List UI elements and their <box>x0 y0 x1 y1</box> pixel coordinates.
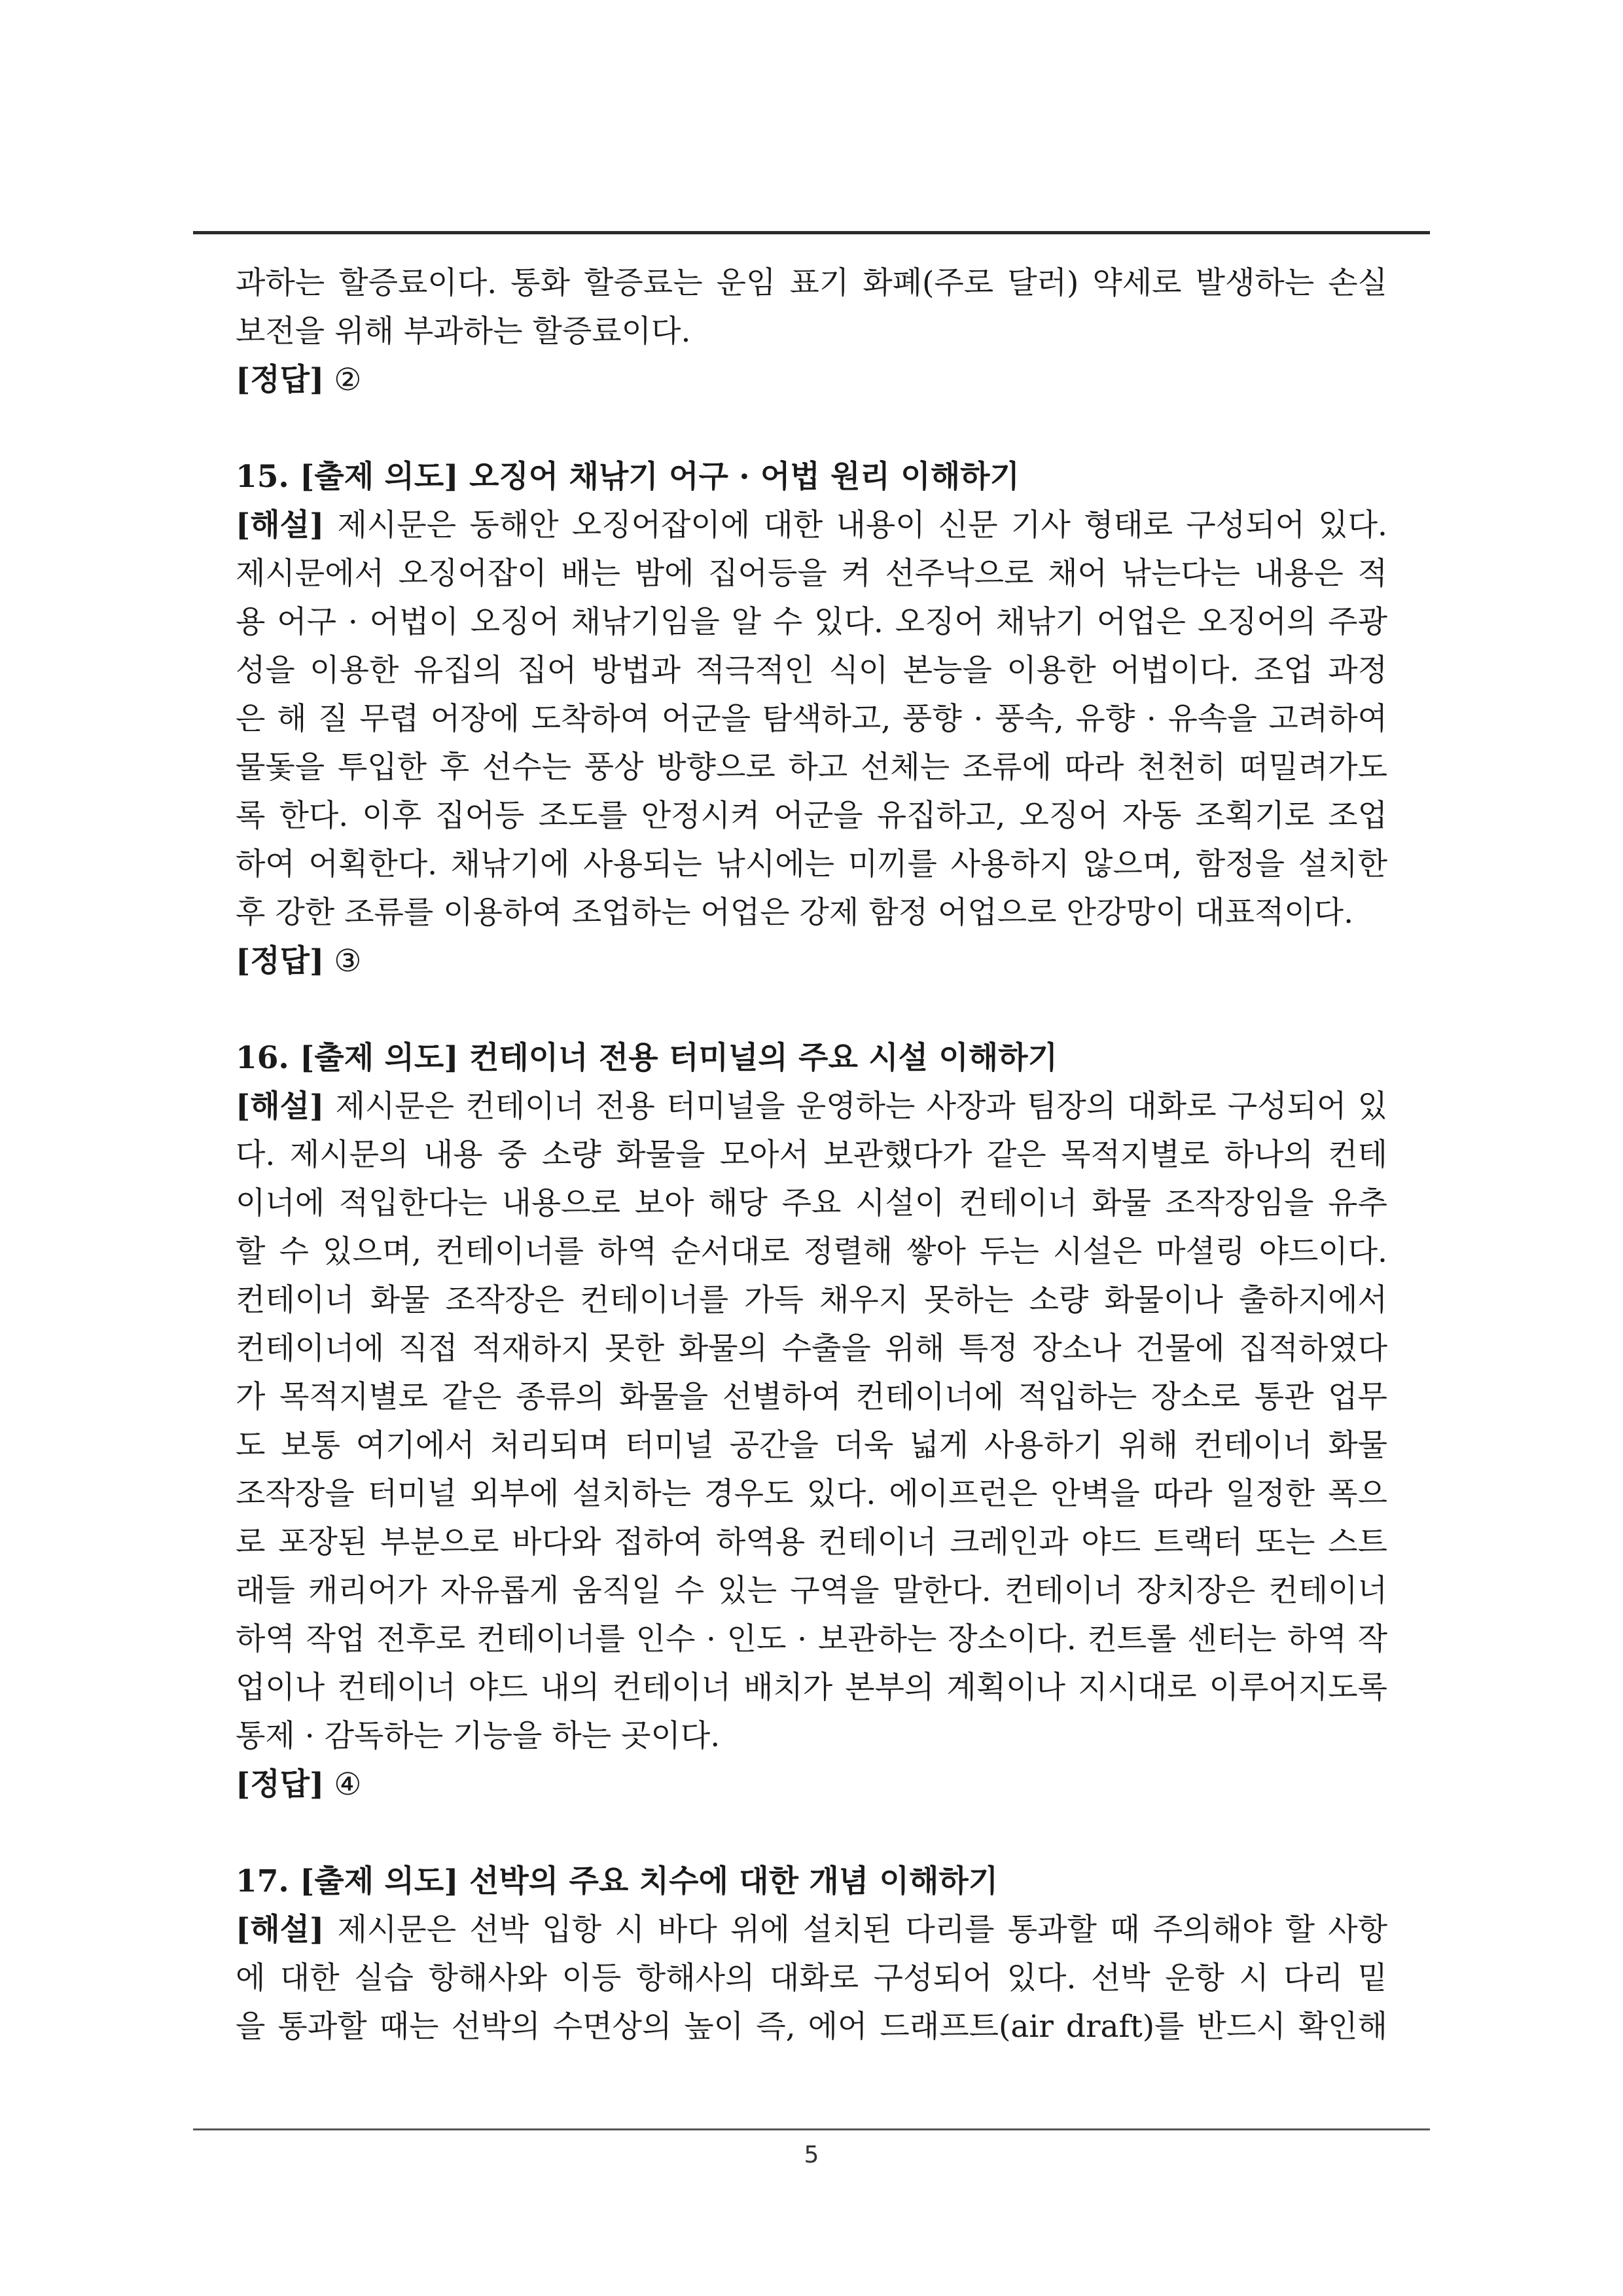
explanation-label: [해설] <box>236 1912 325 1948</box>
q15-answer <box>236 937 1387 986</box>
q16-line: 컨테이너에 직접 적재하지 못한 화물의 수출을 위해 특정 장소나 건물에 집적하였다 <box>236 1331 1387 1367</box>
q16-line: 업이나 컨테이너 야드 내의 컨테이너 배치가 본부의 계획이나 지시대로 이루어지도록 <box>236 1670 1387 1706</box>
q17-line-1 <box>236 1906 1387 1954</box>
section-gap <box>236 986 1387 1034</box>
explanation-label: [해설] <box>236 507 325 543</box>
q16-line: 하역 작업 전후로 컨테이너를 인수 · 인도 · 보관하는 장소이다. 컨트롤 센터는 하역 작 <box>236 1621 1387 1657</box>
q15-line-1 <box>236 501 1387 550</box>
q16-answer <box>236 1761 1387 1809</box>
q15-title: 15. [출제 의도] 오징어 채낚기 어구 · 어법 원리 이해하기 <box>236 459 1020 495</box>
intro-line-2: 보전을 위해 부과하는 할증료이다. <box>236 314 691 350</box>
intro-answer <box>236 356 1387 404</box>
q17-line: 을 통과할 때는 선박의 수면상의 높이 즉, 에어 드래프트(air draft)를 반드시 확인해 <box>236 2009 1387 2045</box>
answer-label: [정답] <box>236 1767 325 1803</box>
q15-line: 록 한다. 이후 집어등 조도를 안정시켜 어군을 유집하고, 오징어 자동 조획기로 조업 <box>236 798 1387 834</box>
q16-line: 도 보통 여기에서 처리되며 터미널 공간을 더욱 넓게 사용하기 위해 컨테이너 화물 <box>236 1427 1387 1463</box>
answer-label: [정답] <box>236 943 325 979</box>
section-gap <box>236 1809 1387 1857</box>
q16-line-1 <box>236 1083 1387 1131</box>
q16-line: 할 수 있으며, 컨테이너를 하역 순서대로 정렬해 쌓아 두는 시설은 마셜링 야드이다. <box>236 1234 1387 1270</box>
q15-line: 하여 어획한다. 채낚기에 사용되는 낚시에는 미끼를 사용하지 않으며, 함정을 설치한 <box>236 846 1387 882</box>
q15-line: 제시문에서 오징어잡이 배는 밤에 집어등을 켜 선주낙으로 채어 낚는다는 내용은 적 <box>236 556 1387 592</box>
q17-title: 17. [출제 의도] 선박의 주요 치수에 대한 개념 이해하기 <box>236 1863 999 1899</box>
q15-line: 은 해 질 무렵 어장에 도착하여 어군을 탐색하고, 풍향 · 풍속, 유향 · 유속을 고려하여 <box>236 701 1387 737</box>
q15-line: 물돛을 투입한 후 선수는 풍상 방향으로 하고 선체는 조류에 따라 천천히 떠밀려가도 <box>236 749 1387 785</box>
header-rule <box>193 231 1430 234</box>
q17-line-1-text: 제시문은 선박 입항 시 바다 위에 설치된 다리를 통과할 때 주의해야 할 사항 <box>324 1912 1387 1948</box>
answer-value: ③ <box>334 943 362 979</box>
intro-line-1: 과하는 할증료이다. 통화 할증료는 운임 표기 화폐(주로 달러) 약세로 발생하는 손실 <box>236 265 1387 301</box>
answer-value: ④ <box>334 1767 362 1803</box>
q16-line: 컨테이너 화물 조작장은 컨테이너를 가득 채우지 못하는 소량 화물이나 출하지에서 <box>236 1282 1387 1318</box>
q16-line: 다. 제시문의 내용 중 소량 화물을 모아서 보관했다가 같은 목적지별로 하나의 컨테 <box>236 1137 1387 1173</box>
q17-line: 에 대한 실습 항해사와 이등 항해사의 대화로 구성되어 있다. 선박 운항 시 다리 밑 <box>236 1960 1387 1996</box>
answer-label: [정답] <box>236 362 325 398</box>
q16-line-1-text: 제시문은 컨테이너 전용 터미널을 운영하는 사장과 팀장의 대화로 구성되어 있 <box>324 1088 1387 1124</box>
page-number: 5 <box>804 2142 819 2168</box>
q16-line: 이너에 적입한다는 내용으로 보아 해당 주요 시설이 컨테이너 화물 조작장임을 유추 <box>236 1185 1387 1221</box>
section-gap <box>236 404 1387 453</box>
q16-line: 가 목적지별로 같은 종류의 화물을 선별하여 컨테이너에 적입하는 장소로 통관 업무 <box>236 1379 1387 1415</box>
answer-value: ② <box>334 362 362 398</box>
footer-rule <box>193 2128 1430 2130</box>
q15-line: 후 강한 조류를 이용하여 조업하는 어업은 강제 함정 어업으로 안강망이 대표적이다. <box>236 895 1354 931</box>
q16-title: 16. [출제 의도] 컨테이너 전용 터미널의 주요 시설 이해하기 <box>236 1040 1058 1076</box>
q16-line: 래들 캐리어가 자유롭게 움직일 수 있는 구역을 말한다. 컨테이너 장치장은 컨테이너 <box>236 1573 1387 1609</box>
q16-line: 조작장을 터미널 외부에 설치하는 경우도 있다. 에이프런은 안벽을 따라 일정한 폭으 <box>236 1476 1387 1512</box>
q16-line: 로 포장된 부분으로 바다와 접하여 하역용 컨테이너 크레인과 야드 트랙터 또는 스트 <box>236 1524 1387 1560</box>
q16-line: 통제 · 감독하는 기능을 하는 곳이다. <box>236 1718 721 1754</box>
q15-line: 용 어구 · 어법이 오징어 채낚기임을 알 수 있다. 오징어 채낚기 어업은 오징어의 주광 <box>236 604 1387 640</box>
q15-line-1-text: 제시문은 동해안 오징어잡이에 대한 내용이 신문 기사 형태로 구성되어 있다. <box>324 507 1387 543</box>
q15-line: 성을 이용한 유집의 집어 방법과 적극적인 식이 본능을 이용한 어법이다. 조업 과정 <box>236 653 1387 689</box>
explanation-label: [해설] <box>236 1088 325 1124</box>
page-body <box>236 259 1387 2051</box>
